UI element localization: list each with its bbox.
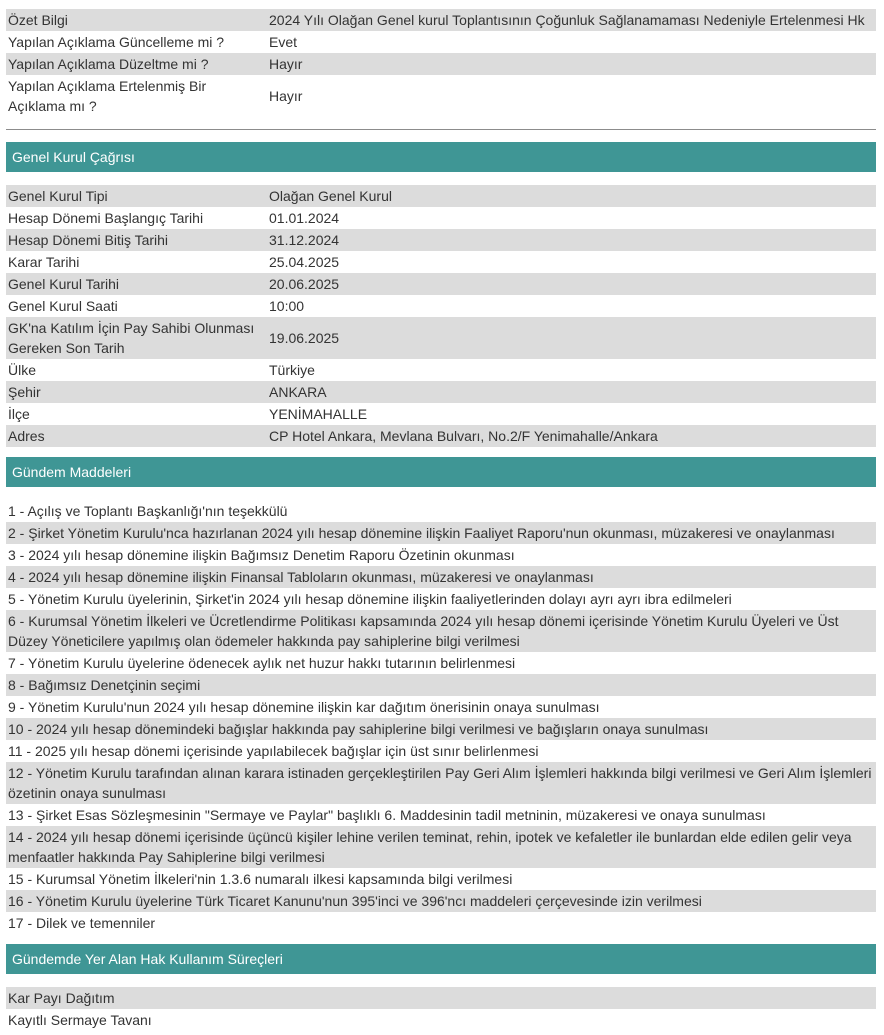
- agenda-item: 2 - Şirket Yönetim Kurulu'nca hazırlanan 2024 yılı hesap dönemine ilişkin Faaliyet Raporu'nun okunması, müzakeresi ve onaylanması: [6, 522, 876, 544]
- row-value: Hayır: [269, 88, 303, 104]
- rights-list: [6, 987, 876, 1031]
- meeting-row: [6, 273, 876, 295]
- row-label: Yapılan Açıklama Düzeltme mi ?: [8, 56, 209, 72]
- row-value: 2024 Yılı Olağan Genel kurul Toplantısının Çoğunluk Sağlanamaması Nedeniyle Ertelenmesi Hk: [269, 12, 865, 28]
- meeting-row: [6, 251, 876, 273]
- agenda-item: 12 - Yönetim Kurulu tarafından alınan karara istinaden gerçekleştirilen Pay Geri Alım İşlemleri hakkında bilgi verilmesi ve Geri Alım İşlemleri özetinin onaya sunulması: [6, 762, 876, 804]
- summary-table: [6, 9, 876, 117]
- agenda-item: 7 - Yönetim Kurulu üyelerine ödenecek aylık net huzur hakkı tutarının belirlenmesi: [8, 655, 516, 671]
- agenda-item: 14 - 2024 yılı hesap dönemi içerisinde üçüncü kişiler lehine verilen teminat, rehin, ipotek ve kefaletler ile bunlardan elde edilen gelir veya menfaatler hakkında Pay Sahiplerine bilgi verilmesi: [6, 826, 876, 868]
- row-value: 20.06.2025: [269, 276, 340, 292]
- row-label: Adres: [8, 428, 45, 444]
- row-label: Genel Kurul Tipi: [8, 188, 108, 204]
- meeting-row: [6, 317, 876, 359]
- agenda-item: 6 - Kurumsal Yönetim İlkeleri ve Ücretlendirme Politikası kapsamında 2024 yılı hesap dönemi içerisinde Yönetim Kurulu Üyeleri ve Üst Düzey Yöneticilere yapılmış olan ödemeler hakkında pay sahiplerine bilgi verilmesi: [6, 610, 876, 652]
- agenda-item: 13 - Şirket Esas Sözleşmesinin "Sermaye ve Paylar" başlıklı 6. Maddesinin tadil metninin, müzakeresi ve onaya sunulması: [8, 807, 766, 823]
- row-value: Olağan Genel Kurul: [269, 188, 392, 204]
- row-label: İlçe: [8, 406, 30, 422]
- meeting-row: [6, 185, 876, 207]
- row-label: Özet Bilgi: [8, 12, 68, 28]
- row-value: 01.01.2024: [269, 210, 340, 226]
- agenda-item: 4 - 2024 yılı hesap dönemine ilişkin Finansal Tabloların okunması, müzakeresi ve onaylanması: [6, 566, 876, 588]
- row-value: Türkiye: [269, 362, 315, 378]
- row-label: Ülke: [8, 362, 37, 378]
- meeting-row: [6, 359, 876, 381]
- row-value: 31.12.2024: [269, 232, 340, 248]
- meeting-call-header: Genel Kurul Çağrısı: [6, 142, 876, 172]
- summary-row: [6, 53, 876, 75]
- agenda-item: 11 - 2025 yılı hesap dönemi içerisinde yapılabilecek bağışlar için üst sınır belirlenmesi: [8, 743, 539, 759]
- agenda-item: 17 - Dilek ve temenniler: [8, 915, 156, 931]
- meeting-call-table: [6, 185, 876, 447]
- row-label: Şehir: [8, 384, 41, 400]
- summary-row: [6, 9, 876, 31]
- row-value: ANKARA: [269, 384, 327, 400]
- rights-item: Kayıtlı Sermaye Tavanı: [8, 1012, 152, 1028]
- row-label: Yapılan Açıklama Ertelenmiş Bir Açıklama mı ?: [8, 78, 207, 114]
- agenda-item: 3 - 2024 yılı hesap dönemine ilişkin Bağımsız Denetim Raporu Özetinin okunması: [8, 547, 515, 563]
- meeting-row: [6, 207, 876, 229]
- disclosure-document: [6, 9, 876, 1031]
- meeting-row: [6, 295, 876, 317]
- agenda-item: 16 - Yönetim Kurulu üyelerine Türk Ticaret Kanunu'nun 395'inci ve 396'ncı maddeleri çerçevesinde izin verilmesi: [6, 890, 876, 912]
- rights-header: Gündemde Yer Alan Hak Kullanım Süreçleri: [6, 944, 876, 974]
- meeting-row: [6, 425, 876, 447]
- row-value: 19.06.2025: [269, 330, 340, 346]
- divider: [6, 129, 876, 130]
- row-label: Genel Kurul Tarihi: [8, 276, 120, 292]
- row-value: CP Hotel Ankara, Mevlana Bulvarı, No.2/F Yenimahalle/Ankara: [269, 428, 658, 444]
- agenda-item: 15 - Kurumsal Yönetim İlkeleri'nin 1.3.6 numaralı ilkesi kapsamında bilgi verilmesi: [8, 871, 513, 887]
- agenda-item: 1 - Açılış ve Toplantı Başkanlığı'nın teşekkülü: [8, 503, 288, 519]
- agenda-header: Gündem Maddeleri: [6, 457, 876, 487]
- agenda-item: 8 - Bağımsız Denetçinin seçimi: [6, 674, 876, 696]
- summary-row: [6, 75, 876, 117]
- row-value: YENİMAHALLE: [269, 406, 368, 422]
- agenda-item: 9 - Yönetim Kurulu'nun 2024 yılı hesap dönemine ilişkin kar dağıtım önerisinin onaya sunulması: [8, 699, 600, 715]
- row-label: Karar Tarihi: [8, 254, 80, 270]
- rights-item: Kar Payı Dağıtım: [6, 987, 876, 1009]
- meeting-row: [6, 381, 876, 403]
- row-label: Hesap Dönemi Bitiş Tarihi: [8, 232, 169, 248]
- agenda-list: [6, 500, 876, 934]
- row-value: Evet: [269, 34, 298, 50]
- meeting-row: [6, 403, 876, 425]
- row-value: 25.04.2025: [269, 254, 340, 270]
- row-label: GK'na Katılım İçin Pay Sahibi Olunması Gereken Son Tarih: [8, 320, 255, 356]
- meeting-row: [6, 229, 876, 251]
- row-value: 10:00: [269, 298, 305, 314]
- row-label: Yapılan Açıklama Güncelleme mi ?: [8, 34, 225, 50]
- row-label: Genel Kurul Saati: [8, 298, 118, 314]
- summary-row: [6, 31, 876, 53]
- agenda-item: 5 - Yönetim Kurulu üyelerinin, Şirket'in 2024 yılı hesap dönemine ilişkin faaliyetlerinden dolayı ayrı ayrı ibra edilmeleri: [8, 591, 732, 607]
- row-label: Hesap Dönemi Başlangıç Tarihi: [8, 210, 204, 226]
- row-value: Hayır: [269, 56, 303, 72]
- agenda-item: 10 - 2024 yılı hesap dönemindeki bağışlar hakkında pay sahiplerine bilgi verilmesi ve bağışların onaya sunulması: [6, 718, 876, 740]
